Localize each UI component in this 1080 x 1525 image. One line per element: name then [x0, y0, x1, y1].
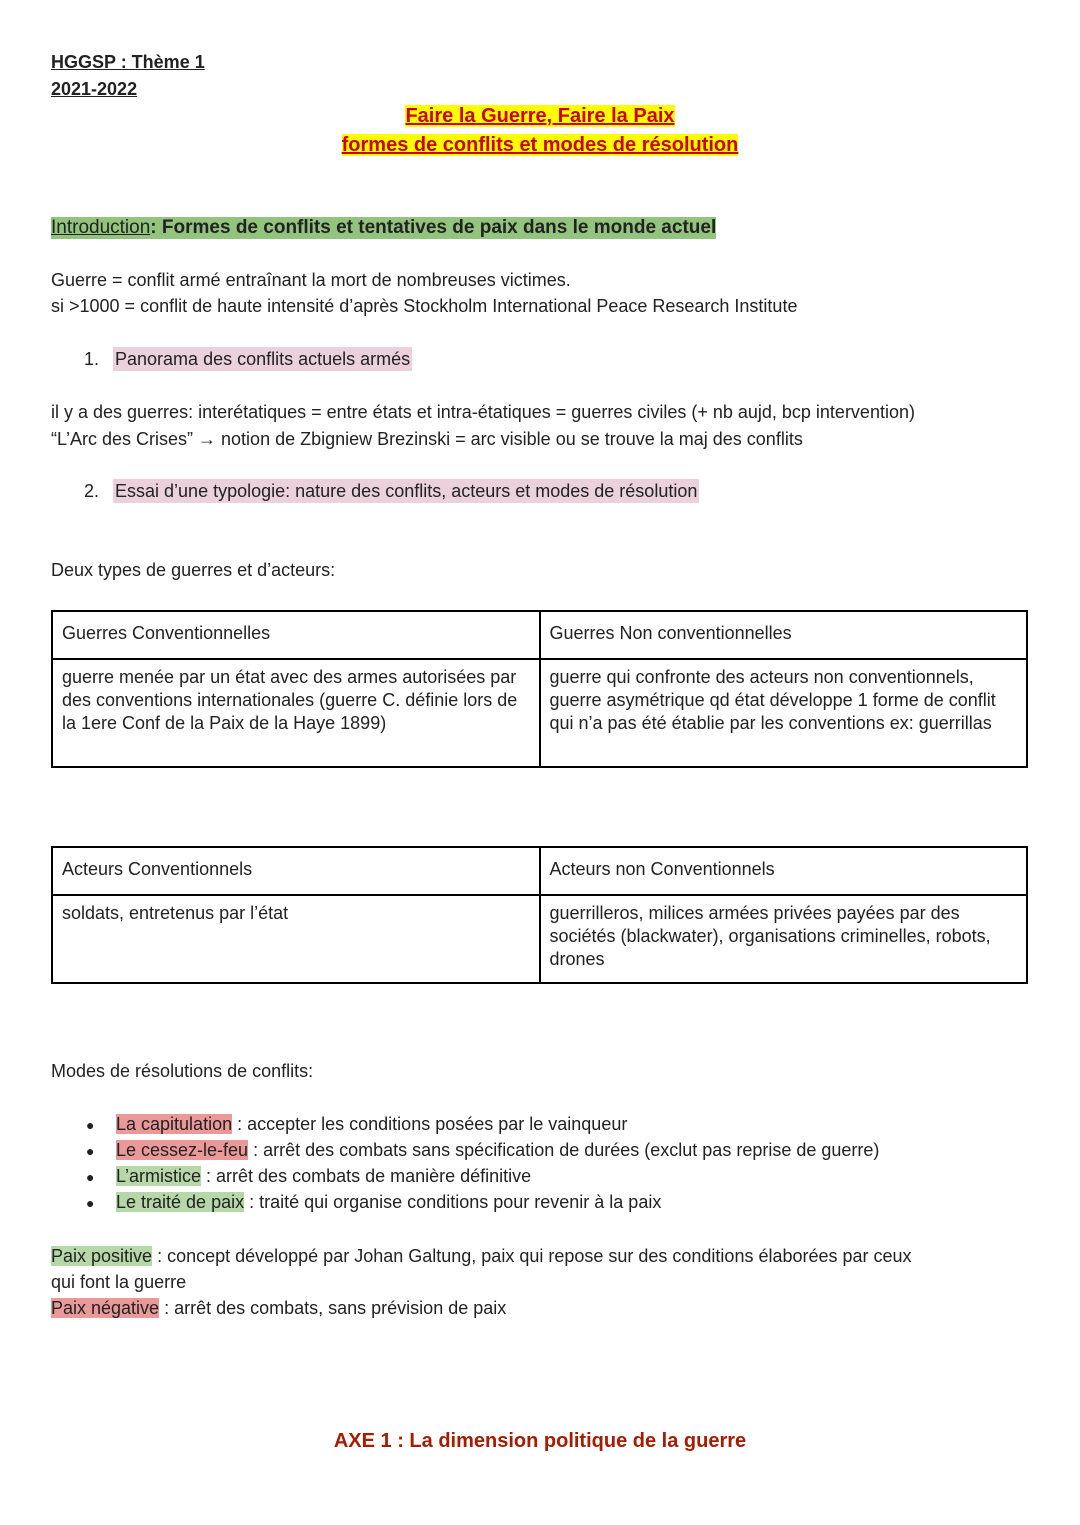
modes-heading: Modes de résolutions de conflits:	[51, 1061, 314, 1081]
table-header-cell: Guerres Conventionnelles	[52, 611, 540, 659]
positive-peace-line-2: qui font la guerre	[51, 1272, 187, 1292]
bullet-icon: ●	[86, 1143, 95, 1159]
intro-title: : Formes de conflits et tentatives de paix dans le monde actuel	[150, 217, 717, 238]
table-header-cell: Acteurs Conventionnels	[52, 847, 540, 895]
mode-term: Le cessez-le-feu	[116, 1140, 249, 1160]
table-cell: guerrilleros, milices armées privées payées par des sociétés (blackwater), organisations criminelles, robots, drones	[540, 895, 1028, 983]
title-line-1-wrap	[0, 105, 1080, 128]
positive-peace-line-1	[51, 1246, 912, 1267]
table-header-cell: Acteurs non Conventionnels	[540, 847, 1028, 895]
section-1-text-line-2: “L’Arc des Crises” → notion de Zbigniew Brezinski = arc visible ou se trouve la maj des conflits	[51, 429, 803, 449]
section-heading-1	[84, 349, 412, 370]
subject-label: HGGSP : Thème 1	[51, 52, 205, 72]
negative-peace-definition: : arrêt des combats, sans prévision de paix	[159, 1298, 507, 1318]
intro-heading	[51, 217, 716, 239]
bullet-icon: ●	[86, 1169, 95, 1185]
table-cell: guerre qui confronte des acteurs non conventionnels, guerre asymétrique qd état développe 1 forme de conflit qui n’a pas été établie par les conventions ex: guerrillas	[540, 659, 1028, 767]
negative-peace-line	[51, 1298, 506, 1319]
table-cell: soldats, entretenus par l’état	[52, 895, 540, 983]
section-1-title: Panorama des conflits actuels armés	[115, 349, 411, 369]
mode-definition: : traité qui organise conditions pour revenir à la paix	[244, 1192, 662, 1212]
intro-label: Introduction	[51, 217, 151, 238]
bullet-icon: ●	[86, 1117, 95, 1133]
table-row	[52, 611, 1027, 659]
section-2-number: 2.	[84, 481, 100, 501]
list-item	[116, 1114, 627, 1135]
page-subtitle: formes de conflits et modes de résolution	[341, 134, 739, 156]
mode-term: La capitulation	[116, 1114, 233, 1134]
title-line-2-wrap	[0, 134, 1080, 157]
axe-heading: AXE 1 : La dimension politique de la guerre	[333, 1430, 747, 1452]
mode-term: L’armistice	[116, 1166, 202, 1186]
negative-peace-term: Paix négative	[51, 1298, 160, 1318]
list-item	[116, 1140, 879, 1161]
list-item	[116, 1166, 531, 1187]
mode-definition: : arrêt des combats sans spécification de durées (exclut pas reprise de guerre)	[248, 1140, 880, 1160]
school-year: 2021-2022	[51, 79, 138, 99]
table-header-cell: Guerres Non conventionnelles	[540, 611, 1028, 659]
definition-intensity: si >1000 = conflit de haute intensité d’après Stockholm International Peace Research Institute	[51, 296, 798, 316]
table-row	[52, 847, 1027, 895]
mode-definition: : arrêt des combats de manière définitive	[201, 1166, 532, 1186]
section-1-number: 1.	[84, 349, 100, 369]
mode-term: Le traité de paix	[116, 1192, 245, 1212]
wars-table	[51, 610, 1028, 768]
list-item	[116, 1192, 661, 1213]
positive-peace-term: Paix positive	[51, 1246, 153, 1266]
actors-table	[51, 846, 1028, 984]
table-row	[52, 659, 1027, 767]
section-2-title: Essai d’une typologie: nature des conflits, acteurs et modes de résolution	[115, 481, 698, 501]
mode-definition: : accepter les conditions posées par le vainqueur	[232, 1114, 628, 1134]
table-cell: guerre menée par un état avec des armes autorisées par des conventions internationales (guerre C. définie lors de la 1ere Conf de la Paix de la Haye 1899)	[52, 659, 540, 767]
page-title: Faire la Guerre, Faire la Paix	[405, 105, 675, 127]
positive-peace-definition: : concept développé par Johan Galtung, paix qui repose sur des conditions élaborées par ceux	[152, 1246, 912, 1266]
bullet-icon: ●	[86, 1195, 95, 1211]
section-1-text-line-1: il y a des guerres: interétatiques = entre états et intra-étatiques = guerres civiles (+ nb aujd, bcp intervention)	[51, 402, 915, 422]
definition-war: Guerre = conflit armé entraînant la mort de nombreuses victimes.	[51, 270, 571, 290]
types-intro: Deux types de guerres et d’acteurs:	[51, 560, 336, 580]
section-heading-2	[84, 481, 699, 502]
table-row	[52, 895, 1027, 983]
